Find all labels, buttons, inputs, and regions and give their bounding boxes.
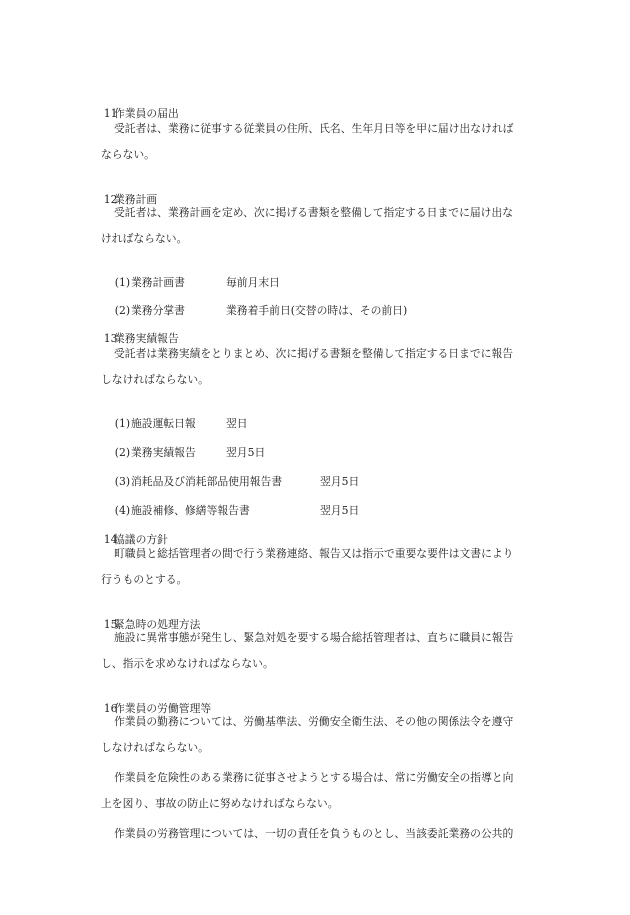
item-deadline: 翌月5日: [320, 504, 360, 517]
section-number: 13: [103, 332, 118, 345]
section-title: 業務実績報告: [114, 332, 179, 345]
item-deadline: 翌日: [226, 417, 248, 430]
item-deadline: 業務着手前日(交替の時は、その前日): [226, 304, 408, 317]
item-name: 施設運転日報: [131, 417, 196, 430]
paragraph-line: 町職員と総括管理者の間で行う業務連絡、報告又は指示で重要な要件は文書により: [114, 547, 514, 560]
paragraph-line: 行うものとする。: [101, 573, 188, 586]
item-deadline: 毎前月末日: [226, 276, 280, 289]
item-number: (4): [114, 504, 131, 517]
item-number: (3): [114, 475, 131, 488]
section-number: 16: [103, 702, 118, 715]
item-name: 業務実績報告: [131, 446, 196, 459]
section-number: 14: [103, 533, 118, 546]
paragraph-line: ければならない。: [101, 232, 188, 245]
paragraph-line: 作業員の労務管理については、一切の責任を負うものとし、当該委託業務の公共的: [114, 827, 514, 840]
paragraph-line: 施設に異常事態が発生し、緊急対処を要する場合総括管理者は、直ちに職員に報告: [114, 631, 514, 644]
section-title: 作業員の労働管理等: [114, 702, 212, 715]
section-title: 作業員の届出: [114, 107, 179, 120]
section-number: 12: [103, 193, 118, 206]
section-title: 緊急時の処理方法: [114, 618, 201, 631]
paragraph-line: 受託者は、業務に従事する従業員の住所、氏名、生年月日等を甲に届け出なければ: [114, 122, 514, 135]
paragraph-line: 受託者は業務実績をとりまとめ、次に掲げる書類を整備して指定する日までに報告: [114, 347, 514, 360]
paragraph-line: 受託者は、業務計画を定め、次に掲げる書類を整備して指定する日までに届け出な: [114, 206, 514, 219]
item-name: 業務計画書: [131, 276, 185, 289]
item-number: (2): [114, 304, 131, 317]
item-name: 業務分掌書: [131, 304, 185, 317]
section-number: 11: [103, 107, 118, 120]
paragraph-line: 上を図り、事故の防止に努めなければならない。: [101, 797, 339, 810]
paragraph-line: 作業員を危険性のある業務に従事させようとする場合は、常に労働安全の指導と向: [114, 771, 514, 784]
section-title: 業務計画: [114, 193, 158, 206]
section-title: 協議の方針: [114, 533, 168, 546]
paragraph-line: しなければならない。: [101, 741, 209, 754]
item-number: (2): [114, 446, 131, 459]
item-name: 施設補修、修繕等報告書: [131, 504, 250, 517]
item-name: 消耗品及び消耗部品使用報告書: [131, 475, 283, 488]
paragraph-line: し、指示を求めなければならない。: [101, 657, 274, 670]
item-number: (1): [114, 276, 131, 289]
item-number: (1): [114, 417, 131, 430]
item-deadline: 翌月5日: [320, 475, 360, 488]
paragraph-line: ならない。: [101, 148, 155, 161]
paragraph-line: 作業員の勤務については、労働基準法、労働安全衛生法、その他の関係法令を遵守: [114, 715, 514, 728]
item-deadline: 翌月5日: [226, 446, 266, 459]
paragraph-line: しなければならない。: [101, 373, 209, 386]
section-number: 15: [103, 618, 118, 631]
